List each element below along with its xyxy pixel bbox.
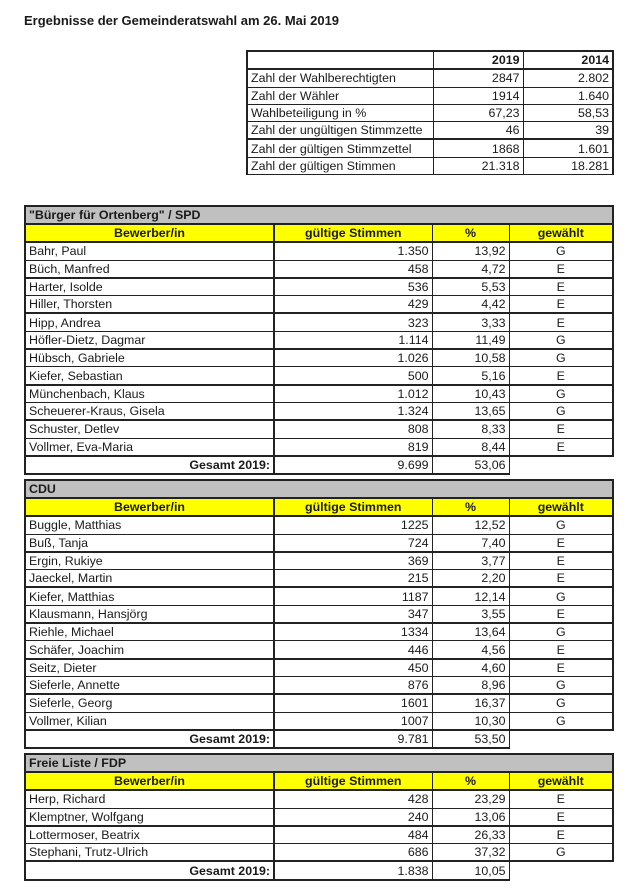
candidate-pct: 11,49 bbox=[432, 331, 509, 349]
total-pct: 10,05 bbox=[432, 861, 509, 879]
candidate-elected: E bbox=[509, 826, 613, 844]
candidate-name: Hübsch, Gabriele bbox=[25, 349, 274, 367]
total-blank bbox=[509, 730, 613, 748]
table-row bbox=[25, 313, 613, 331]
total-votes: 1.838 bbox=[274, 861, 432, 879]
candidate-pct: 13,65 bbox=[432, 402, 509, 420]
candidate-votes: 1601 bbox=[274, 694, 432, 712]
candidate-votes: 369 bbox=[274, 552, 432, 570]
candidate-elected: G bbox=[509, 516, 613, 534]
table-row bbox=[25, 623, 613, 641]
summary-row bbox=[247, 157, 613, 174]
candidate-name: Seitz, Dieter bbox=[25, 659, 274, 677]
candidate-votes: 450 bbox=[274, 659, 432, 677]
table-row bbox=[25, 278, 613, 296]
candidate-elected: E bbox=[509, 420, 613, 438]
summary-row bbox=[247, 87, 613, 104]
candidate-votes: 1.350 bbox=[274, 242, 432, 260]
candidate-pct: 10,58 bbox=[432, 349, 509, 367]
candidate-votes: 808 bbox=[274, 420, 432, 438]
column-header-name: Bewerber/in bbox=[25, 224, 274, 242]
candidate-name: Vollmer, Kilian bbox=[25, 712, 274, 730]
total-pct: 53,06 bbox=[432, 456, 509, 474]
table-row bbox=[25, 260, 613, 278]
candidate-name: Lottermoser, Beatrix bbox=[25, 826, 274, 844]
candidate-votes: 1.012 bbox=[274, 385, 432, 403]
summary-value-2019: 1868 bbox=[433, 139, 523, 157]
candidate-name: Sieferle, Georg bbox=[25, 694, 274, 712]
candidate-votes: 428 bbox=[274, 790, 432, 808]
total-label: Gesamt 2019: bbox=[25, 456, 274, 474]
column-header-elected: gewählt bbox=[509, 772, 613, 790]
summary-row bbox=[247, 122, 613, 140]
candidate-name: Klausmann, Hansjörg bbox=[25, 605, 274, 623]
table-row bbox=[25, 516, 613, 534]
candidate-name: Buggle, Matthias bbox=[25, 516, 274, 534]
table-row bbox=[25, 534, 613, 552]
candidate-elected: G bbox=[509, 712, 613, 730]
candidate-elected: E bbox=[509, 438, 613, 456]
summary-label: Wahlbeteiligung in % bbox=[247, 104, 433, 121]
total-votes: 9.699 bbox=[274, 456, 432, 474]
candidate-elected: E bbox=[509, 296, 613, 314]
candidate-name: Harter, Isolde bbox=[25, 278, 274, 296]
candidate-pct: 10,30 bbox=[432, 712, 509, 730]
candidate-votes: 215 bbox=[274, 570, 432, 588]
total-votes: 9.781 bbox=[274, 730, 432, 748]
table-row bbox=[25, 402, 613, 420]
column-header-elected: gewählt bbox=[509, 224, 613, 242]
candidate-elected: E bbox=[509, 367, 613, 385]
candidate-pct: 13,06 bbox=[432, 808, 509, 826]
total-label: Gesamt 2019: bbox=[25, 730, 274, 748]
total-row bbox=[25, 730, 613, 748]
candidate-pct: 13,92 bbox=[432, 242, 509, 260]
candidate-elected: E bbox=[509, 260, 613, 278]
candidate-name: Sieferle, Annette bbox=[25, 676, 274, 694]
candidate-elected: G bbox=[509, 385, 613, 403]
candidate-name: Hiller, Thorsten bbox=[25, 296, 274, 314]
candidate-elected: E bbox=[509, 278, 613, 296]
summary-label: Zahl der ungültigen Stimmzette bbox=[247, 122, 433, 140]
table-row bbox=[25, 676, 613, 694]
column-header-pct: % bbox=[432, 224, 509, 242]
candidate-name: Hipp, Andrea bbox=[25, 313, 274, 331]
candidate-votes: 458 bbox=[274, 260, 432, 278]
table-row bbox=[25, 641, 613, 659]
candidate-votes: 536 bbox=[274, 278, 432, 296]
candidate-elected: G bbox=[509, 587, 613, 605]
candidate-pct: 5,53 bbox=[432, 278, 509, 296]
candidate-votes: 1.324 bbox=[274, 402, 432, 420]
candidate-pct: 5,16 bbox=[432, 367, 509, 385]
summary-label: Zahl der gültigen Stimmen bbox=[247, 157, 433, 174]
summary-label: Zahl der Wahlberechtigten bbox=[247, 69, 433, 87]
total-blank bbox=[509, 861, 613, 879]
candidate-name: Ergin, Rukiye bbox=[25, 552, 274, 570]
table-row bbox=[25, 552, 613, 570]
candidate-pct: 10,43 bbox=[432, 385, 509, 403]
candidate-votes: 484 bbox=[274, 826, 432, 844]
candidate-pct: 7,40 bbox=[432, 534, 509, 552]
candidate-votes: 240 bbox=[274, 808, 432, 826]
party-header-row bbox=[25, 754, 613, 772]
candidate-pct: 4,72 bbox=[432, 260, 509, 278]
candidate-elected: G bbox=[509, 676, 613, 694]
candidate-name: Schuster, Detlev bbox=[25, 420, 274, 438]
table-row bbox=[25, 587, 613, 605]
table-row bbox=[25, 826, 613, 844]
summary-value-2019: 1914 bbox=[433, 87, 523, 104]
candidate-votes: 1187 bbox=[274, 587, 432, 605]
candidate-votes: 429 bbox=[274, 296, 432, 314]
column-header-name: Bewerber/in bbox=[25, 772, 274, 790]
summary-value-2014: 1.640 bbox=[523, 87, 613, 104]
total-row bbox=[25, 456, 613, 474]
summary-header-2014: 2014 bbox=[523, 51, 613, 69]
candidate-name: Münchenbach, Klaus bbox=[25, 385, 274, 403]
candidate-pct: 4,42 bbox=[432, 296, 509, 314]
candidate-elected: E bbox=[509, 659, 613, 677]
candidate-name: Bahr, Paul bbox=[25, 242, 274, 260]
table-row bbox=[25, 420, 613, 438]
candidate-elected: E bbox=[509, 641, 613, 659]
candidate-votes: 323 bbox=[274, 313, 432, 331]
candidate-elected: E bbox=[509, 552, 613, 570]
candidate-elected: E bbox=[509, 605, 613, 623]
summary-header-row bbox=[247, 51, 613, 69]
candidate-name: Kiefer, Matthias bbox=[25, 587, 274, 605]
total-row bbox=[25, 861, 613, 879]
candidate-elected: E bbox=[509, 534, 613, 552]
table-row bbox=[25, 808, 613, 826]
candidate-name: Stephani, Trutz-Ulrich bbox=[25, 844, 274, 862]
column-header-votes: gültige Stimmen bbox=[274, 772, 432, 790]
candidate-elected: G bbox=[509, 623, 613, 641]
column-header-pct: % bbox=[432, 498, 509, 516]
summary-row bbox=[247, 139, 613, 157]
candidate-pct: 8,33 bbox=[432, 420, 509, 438]
summary-value-2014: 58,53 bbox=[523, 104, 613, 121]
candidate-votes: 724 bbox=[274, 534, 432, 552]
party-name: CDU bbox=[25, 480, 613, 498]
candidate-name: Jaeckel, Martin bbox=[25, 570, 274, 588]
candidate-pct: 4,60 bbox=[432, 659, 509, 677]
candidate-name: Kiefer, Sebastian bbox=[25, 367, 274, 385]
candidate-votes: 819 bbox=[274, 438, 432, 456]
candidate-name: Höfler-Dietz, Dagmar bbox=[25, 331, 274, 349]
column-header-elected: gewählt bbox=[509, 498, 613, 516]
summary-header-blank bbox=[247, 51, 433, 69]
candidate-name: Herp, Richard bbox=[25, 790, 274, 808]
table-row bbox=[25, 242, 613, 260]
candidate-elected: E bbox=[509, 790, 613, 808]
party-header-row bbox=[25, 480, 613, 498]
candidate-elected: G bbox=[509, 844, 613, 862]
summary-value-2019: 67,23 bbox=[433, 104, 523, 121]
candidate-pct: 23,29 bbox=[432, 790, 509, 808]
table-row bbox=[25, 349, 613, 367]
party-table-cdu bbox=[24, 479, 614, 749]
summary-row bbox=[247, 69, 613, 87]
table-row bbox=[25, 296, 613, 314]
party-table-spd bbox=[24, 205, 614, 475]
candidate-elected: E bbox=[509, 313, 613, 331]
candidate-votes: 446 bbox=[274, 641, 432, 659]
candidate-pct: 12,14 bbox=[432, 587, 509, 605]
column-header-pct: % bbox=[432, 772, 509, 790]
candidate-name: Schäfer, Joachim bbox=[25, 641, 274, 659]
summary-value-2014: 39 bbox=[523, 122, 613, 140]
candidate-name: Scheuerer-Kraus, Gisela bbox=[25, 402, 274, 420]
candidate-elected: G bbox=[509, 402, 613, 420]
candidate-elected: E bbox=[509, 570, 613, 588]
candidate-pct: 4,56 bbox=[432, 641, 509, 659]
summary-value-2019: 21.318 bbox=[433, 157, 523, 174]
summary-value-2019: 46 bbox=[433, 122, 523, 140]
candidate-pct: 12,52 bbox=[432, 516, 509, 534]
table-row bbox=[25, 844, 613, 862]
candidate-votes: 1.114 bbox=[274, 331, 432, 349]
candidate-name: Riehle, Michael bbox=[25, 623, 274, 641]
candidate-name: Büch, Manfred bbox=[25, 260, 274, 278]
table-row bbox=[25, 712, 613, 730]
candidate-pct: 2,20 bbox=[432, 570, 509, 588]
column-header-row bbox=[25, 224, 613, 242]
candidate-pct: 3,33 bbox=[432, 313, 509, 331]
candidate-votes: 876 bbox=[274, 676, 432, 694]
candidate-pct: 13,64 bbox=[432, 623, 509, 641]
candidate-name: Buß, Tanja bbox=[25, 534, 274, 552]
table-row bbox=[25, 659, 613, 677]
candidate-votes: 1.026 bbox=[274, 349, 432, 367]
candidate-pct: 8,44 bbox=[432, 438, 509, 456]
total-blank bbox=[509, 456, 613, 474]
candidate-votes: 686 bbox=[274, 844, 432, 862]
column-header-votes: gültige Stimmen bbox=[274, 498, 432, 516]
candidate-pct: 26,33 bbox=[432, 826, 509, 844]
candidate-votes: 500 bbox=[274, 367, 432, 385]
candidate-pct: 37,32 bbox=[432, 844, 509, 862]
candidate-elected: E bbox=[509, 808, 613, 826]
column-header-row bbox=[25, 498, 613, 516]
candidate-elected: G bbox=[509, 331, 613, 349]
candidate-votes: 1007 bbox=[274, 712, 432, 730]
table-row bbox=[25, 367, 613, 385]
table-row bbox=[25, 438, 613, 456]
column-header-row bbox=[25, 772, 613, 790]
table-row bbox=[25, 790, 613, 808]
candidate-votes: 347 bbox=[274, 605, 432, 623]
candidate-votes: 1225 bbox=[274, 516, 432, 534]
party-name: Freie Liste / FDP bbox=[25, 754, 613, 772]
table-row bbox=[25, 570, 613, 588]
party-name: "Bürger für Ortenberg" / SPD bbox=[25, 206, 613, 224]
candidate-pct: 8,96 bbox=[432, 676, 509, 694]
candidate-pct: 3,55 bbox=[432, 605, 509, 623]
candidate-pct: 3,77 bbox=[432, 552, 509, 570]
table-row bbox=[25, 605, 613, 623]
candidate-elected: G bbox=[509, 349, 613, 367]
candidate-pct: 16,37 bbox=[432, 694, 509, 712]
summary-row bbox=[247, 104, 613, 121]
summary-value-2014: 2.802 bbox=[523, 69, 613, 87]
candidate-elected: G bbox=[509, 694, 613, 712]
summary-value-2019: 2847 bbox=[433, 69, 523, 87]
page-title: Ergebnisse der Gemeinderatswahl am 26. Mai 2019 bbox=[24, 13, 340, 28]
candidate-name: Vollmer, Eva-Maria bbox=[25, 438, 274, 456]
column-header-votes: gültige Stimmen bbox=[274, 224, 432, 242]
candidate-elected: G bbox=[509, 242, 613, 260]
party-header-row bbox=[25, 206, 613, 224]
total-pct: 53,50 bbox=[432, 730, 509, 748]
summary-table bbox=[246, 50, 614, 175]
candidate-votes: 1334 bbox=[274, 623, 432, 641]
party-table-fdp bbox=[24, 753, 614, 881]
table-row bbox=[25, 385, 613, 403]
column-header-name: Bewerber/in bbox=[25, 498, 274, 516]
candidate-name: Klemptner, Wolfgang bbox=[25, 808, 274, 826]
summary-label: Zahl der gültigen Stimmzettel bbox=[247, 139, 433, 157]
summary-header-2019: 2019 bbox=[433, 51, 523, 69]
summary-label: Zahl der Wähler bbox=[247, 87, 433, 104]
summary-value-2014: 1.601 bbox=[523, 139, 613, 157]
table-row bbox=[25, 331, 613, 349]
table-row bbox=[25, 694, 613, 712]
total-label: Gesamt 2019: bbox=[25, 861, 274, 879]
summary-value-2014: 18.281 bbox=[523, 157, 613, 174]
